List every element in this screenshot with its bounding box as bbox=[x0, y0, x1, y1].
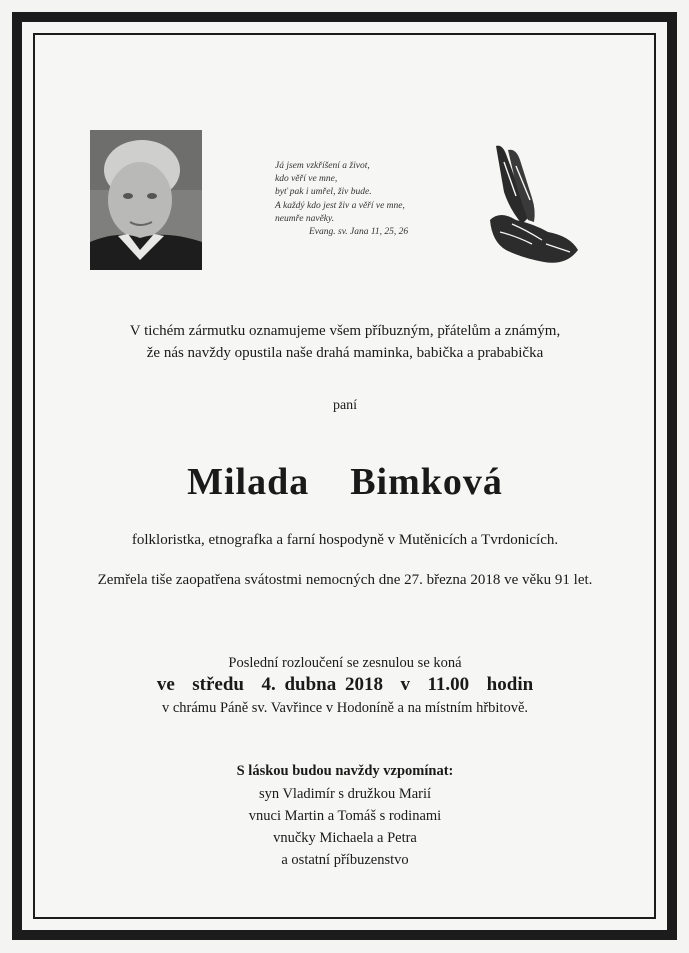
farewell-intro: Poslední rozloučení se zesnulou se koná bbox=[228, 655, 462, 671]
verse-line: A každý kdo jest živ a věří ve mne, bbox=[275, 200, 405, 211]
occupation: folkloristka, etnografka a farní hospodyně v Mutěnicích a Tvrdonicích. bbox=[131, 532, 559, 548]
mourner-line: syn Vladimír s družkou Marií bbox=[258, 786, 432, 802]
death-notice: Zemřela tiše zaopatřena svátostmi nemocných dne 27. března 2018 ve věku 91 let. bbox=[97, 572, 593, 588]
memory-heading: S láskou budou navždy vzpomínat: bbox=[236, 763, 454, 779]
farewell-location: v chrámu Páně sv. Vavřince v Hodoníně a na místním hřbitově. bbox=[161, 700, 529, 716]
bible-verse bbox=[275, 160, 465, 239]
salutation: paní bbox=[332, 398, 358, 413]
praying-hands-icon bbox=[486, 140, 581, 270]
mourner-line: a ostatní příbuzenstvo bbox=[281, 852, 409, 868]
verse-line: byť pak i umřel, živ bude. bbox=[275, 187, 372, 198]
farewell-date-time: ve středu 4. dubna 2018 v 11.00 hodin bbox=[156, 674, 534, 695]
verse-reference: Evang. sv. Jana 11, 25, 26 bbox=[309, 227, 409, 238]
announcement bbox=[40, 320, 650, 364]
verse-line: kdo věří ve mne, bbox=[275, 174, 338, 185]
mourner-line: vnuci Martin a Tomáš s rodinami bbox=[248, 808, 442, 824]
announcement-line: že nás navždy opustila naše drahá maminka, babička a prababička bbox=[146, 345, 544, 361]
verse-line: neumře navěky. bbox=[275, 213, 335, 224]
deceased-name: Milada Bimková bbox=[187, 461, 503, 503]
announcement-line: V tichém zármutku oznamujeme všem příbuzným, přátelům a známým, bbox=[129, 323, 561, 339]
mourner-line: vnučky Michaela a Petra bbox=[273, 830, 417, 846]
verse-line: Já jsem vzkříšení a život, bbox=[275, 161, 370, 171]
portrait-photo bbox=[90, 130, 202, 270]
